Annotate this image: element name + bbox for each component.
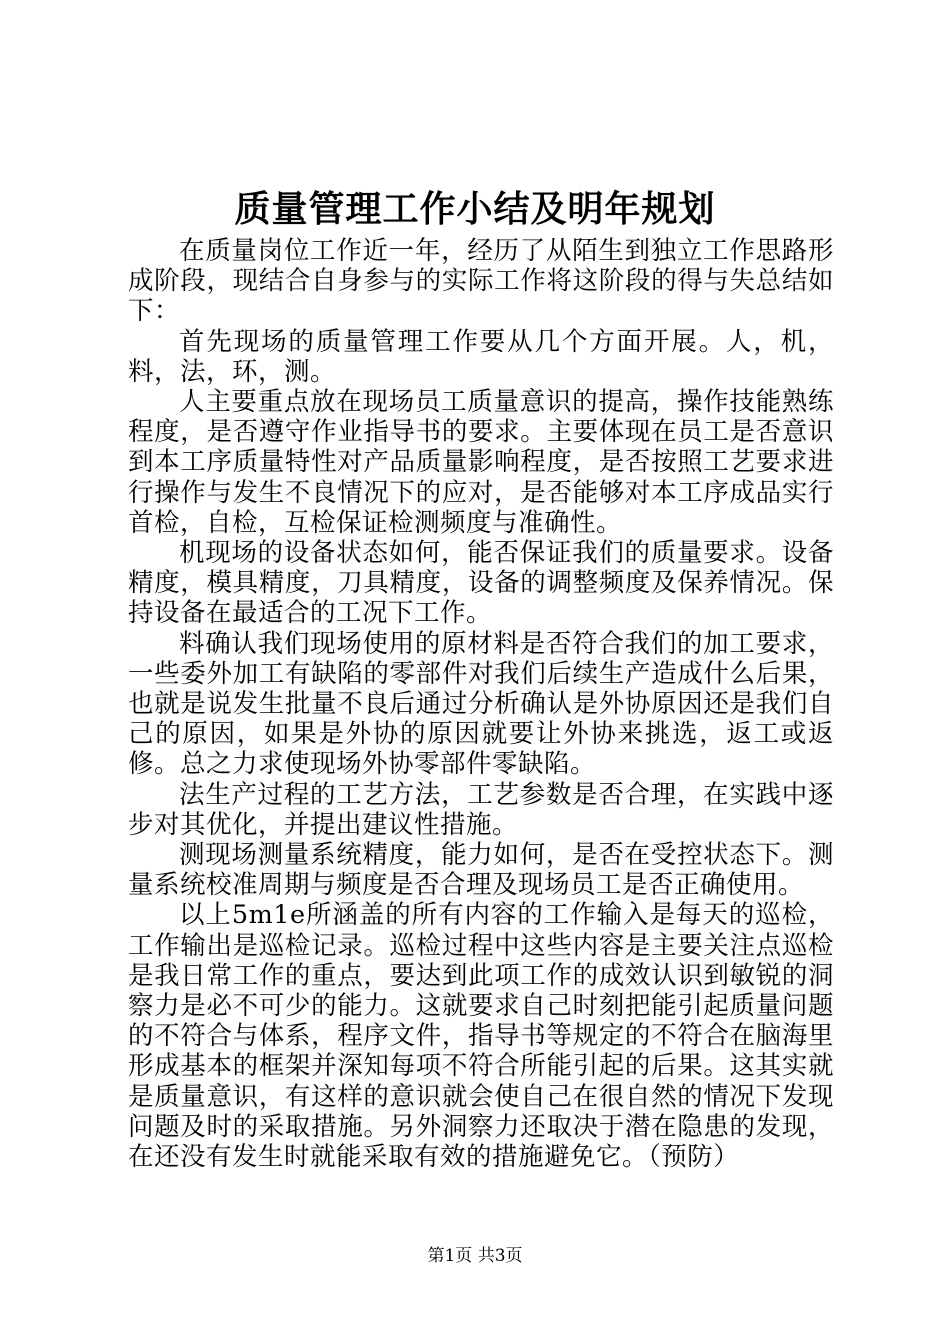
- paragraph-method: 法生产过程的工艺方法，工艺参数是否合理，在实践中逐步对其优化，并提出建议性措施。: [128, 779, 834, 840]
- paragraph-measurement: 测现场测量系统精度，能力如何，是否在受控状态下。测量系统校准周期与频度是否合理及现场员工是否正确使用。: [128, 840, 834, 901]
- paragraph-summary: 以上5m1e所涵盖的所有内容的工作输入是每天的巡检，工作输出是巡检记录。巡检过程中这些内容是主要关注点巡检是我日常工作的重点，要达到此项工作的成效认识到敏锐的洞察力是必不可少的能力。这就要求自己时刻把能引起质量问题的不符合与体系，程序文件，指导书等规定的不符合在脑海里形成基本的框架并深知每项不符合所能引起的后果。这其实就是质量意识，有这样的意识就会使自己在很自然的情况下发现问题及时的采取措施。另外洞察力还取决于潜在隐患的发现，在还没有发生时就能采取有效的措施避免它。（预防）: [128, 900, 834, 1173]
- paragraph-man: 人主要重点放在现场员工质量意识的提高，操作技能熟练程度，是否遵守作业指导书的要求。主要体现在员工是否意识到本工序质量特性对产品质量影响程度，是否按照工艺要求进行操作与发生不良情况下的应对，是否能够对本工序成品实行首检，自检，互检保证检测频度与准确性。: [128, 387, 834, 538]
- paragraph-machine: 机现场的设备状态如何，能否保证我们的质量要求。设备精度，模具精度，刀具精度，设备的调整频度及保养情况。保持设备在最适合的工况下工作。: [128, 538, 834, 629]
- document-title: 质量管理工作小结及明年规划: [234, 188, 716, 230]
- document-body: [128, 236, 834, 1172]
- paragraph-intro: 在质量岗位工作近一年，经历了从陌生到独立工作思路形成阶段，现结合自身参与的实际工作将这阶段的得与失总结如下：: [128, 236, 834, 327]
- page-number: 第1页 共3页: [427, 1246, 523, 1266]
- paragraph-overview: 首先现场的质量管理工作要从几个方面开展。人，机，料，法，环，测。: [128, 326, 834, 387]
- paragraph-material: 料确认我们现场使用的原材料是否符合我们的加工要求，一些委外加工有缺陷的零部件对我们后续生产造成什么后果，也就是说发生批量不良后通过分析确认是外协原因还是我们自己的原因，如果是外协的原因就要让外协来挑选，返工或返修。总之力求使现场外协零部件零缺陷。: [128, 628, 834, 780]
